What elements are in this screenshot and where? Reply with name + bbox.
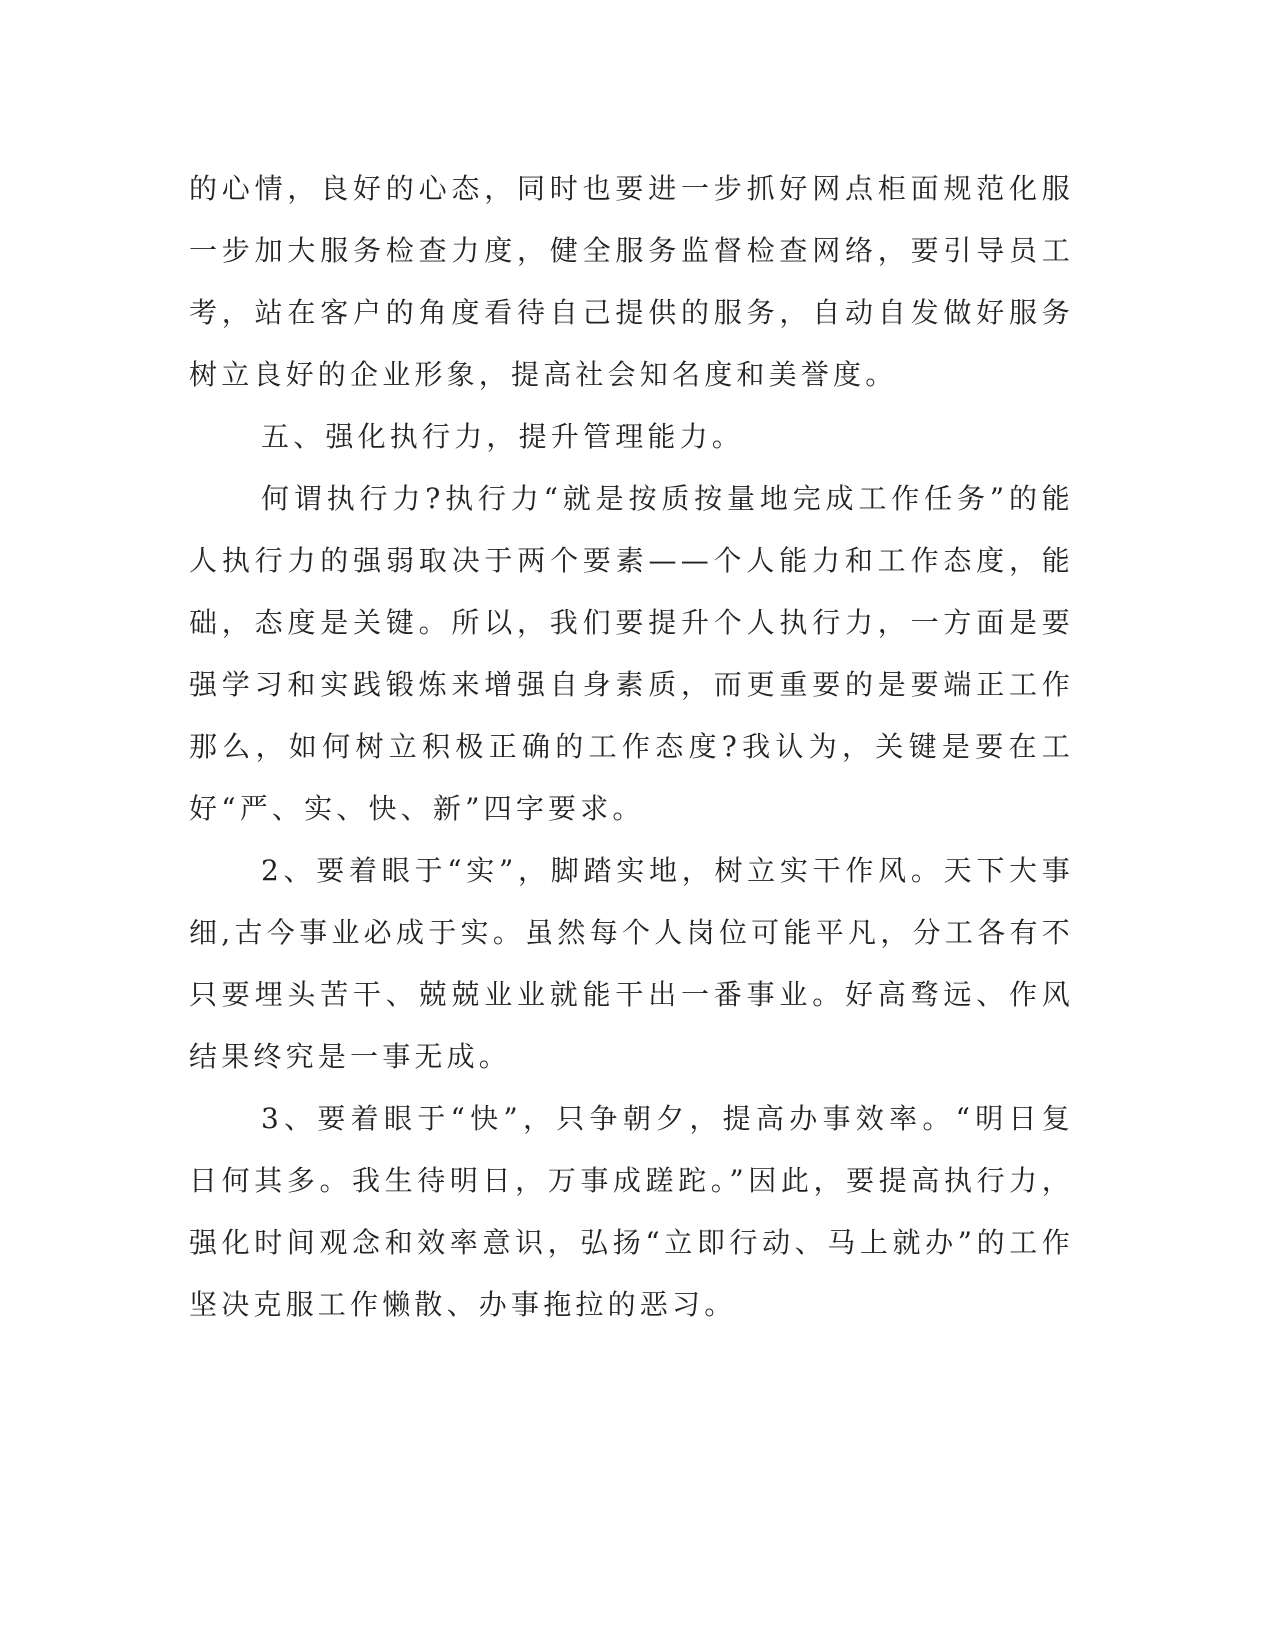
text-line: 强化时间观念和效率意识，弘扬“立即行动、马上就办”的工作 xyxy=(189,1226,1074,1259)
paragraph-fast xyxy=(189,1088,1074,1336)
text-line: 人执行力的强弱取决于两个要素——个人能力和工作态度，能 xyxy=(189,544,1074,577)
text-line: 结果终究是一事无成。 xyxy=(189,1040,512,1073)
paragraph-service xyxy=(189,158,1074,406)
text-line: 3、要着眼于“快”，只争朝夕，提高办事效率。“明日复 xyxy=(261,1102,1074,1135)
paragraph-execution xyxy=(189,468,1074,840)
text-line: 的心情，良好的心态，同时也要进一步抓好网点柜面规范化服 xyxy=(189,172,1074,205)
text-line: 考，站在客户的角度看待自己提供的服务，自动自发做好服务 xyxy=(189,296,1074,329)
text-line: 何谓执行力?执行力“就是按质按量地完成工作任务”的能 xyxy=(261,482,1074,515)
text-line: 2、要着眼于“实”，脚踏实地，树立实干作风。天下大事 xyxy=(261,854,1074,887)
text-line: 树立良好的企业形象，提高社会知名度和美誉度。 xyxy=(189,358,898,391)
text-line: 好“严、实、快、新”四字要求。 xyxy=(189,792,645,825)
heading-line: 五、强化执行力，提升管理能力。 xyxy=(261,420,745,453)
text-line: 日何其多。我生待明日，万事成蹉跎。”因此，要提高执行力， xyxy=(189,1164,1074,1197)
text-line: 强学习和实践锻炼来增强自身素质，而更重要的是要端正工作 xyxy=(189,668,1074,701)
text-line: 一步加大服务检查力度，健全服务监督检查网络，要引导员工 xyxy=(189,234,1074,267)
text-line: 那么，如何树立积极正确的工作态度?我认为，关键是要在工 xyxy=(189,730,1074,763)
document-body xyxy=(189,158,1074,1336)
text-line: 础，态度是关键。所以，我们要提升个人执行力，一方面是要 xyxy=(189,606,1074,639)
text-line: 细,古今事业必成于实。虽然每个人岗位可能平凡，分工各有不 xyxy=(189,916,1074,949)
paragraph-practical xyxy=(189,840,1074,1088)
section-heading xyxy=(189,406,1074,468)
text-line: 坚决克服工作懒散、办事拖拉的恶习。 xyxy=(189,1288,737,1321)
text-line: 只要埋头苦干、兢兢业业就能干出一番事业。好高骛远、作风 xyxy=(189,978,1074,1011)
